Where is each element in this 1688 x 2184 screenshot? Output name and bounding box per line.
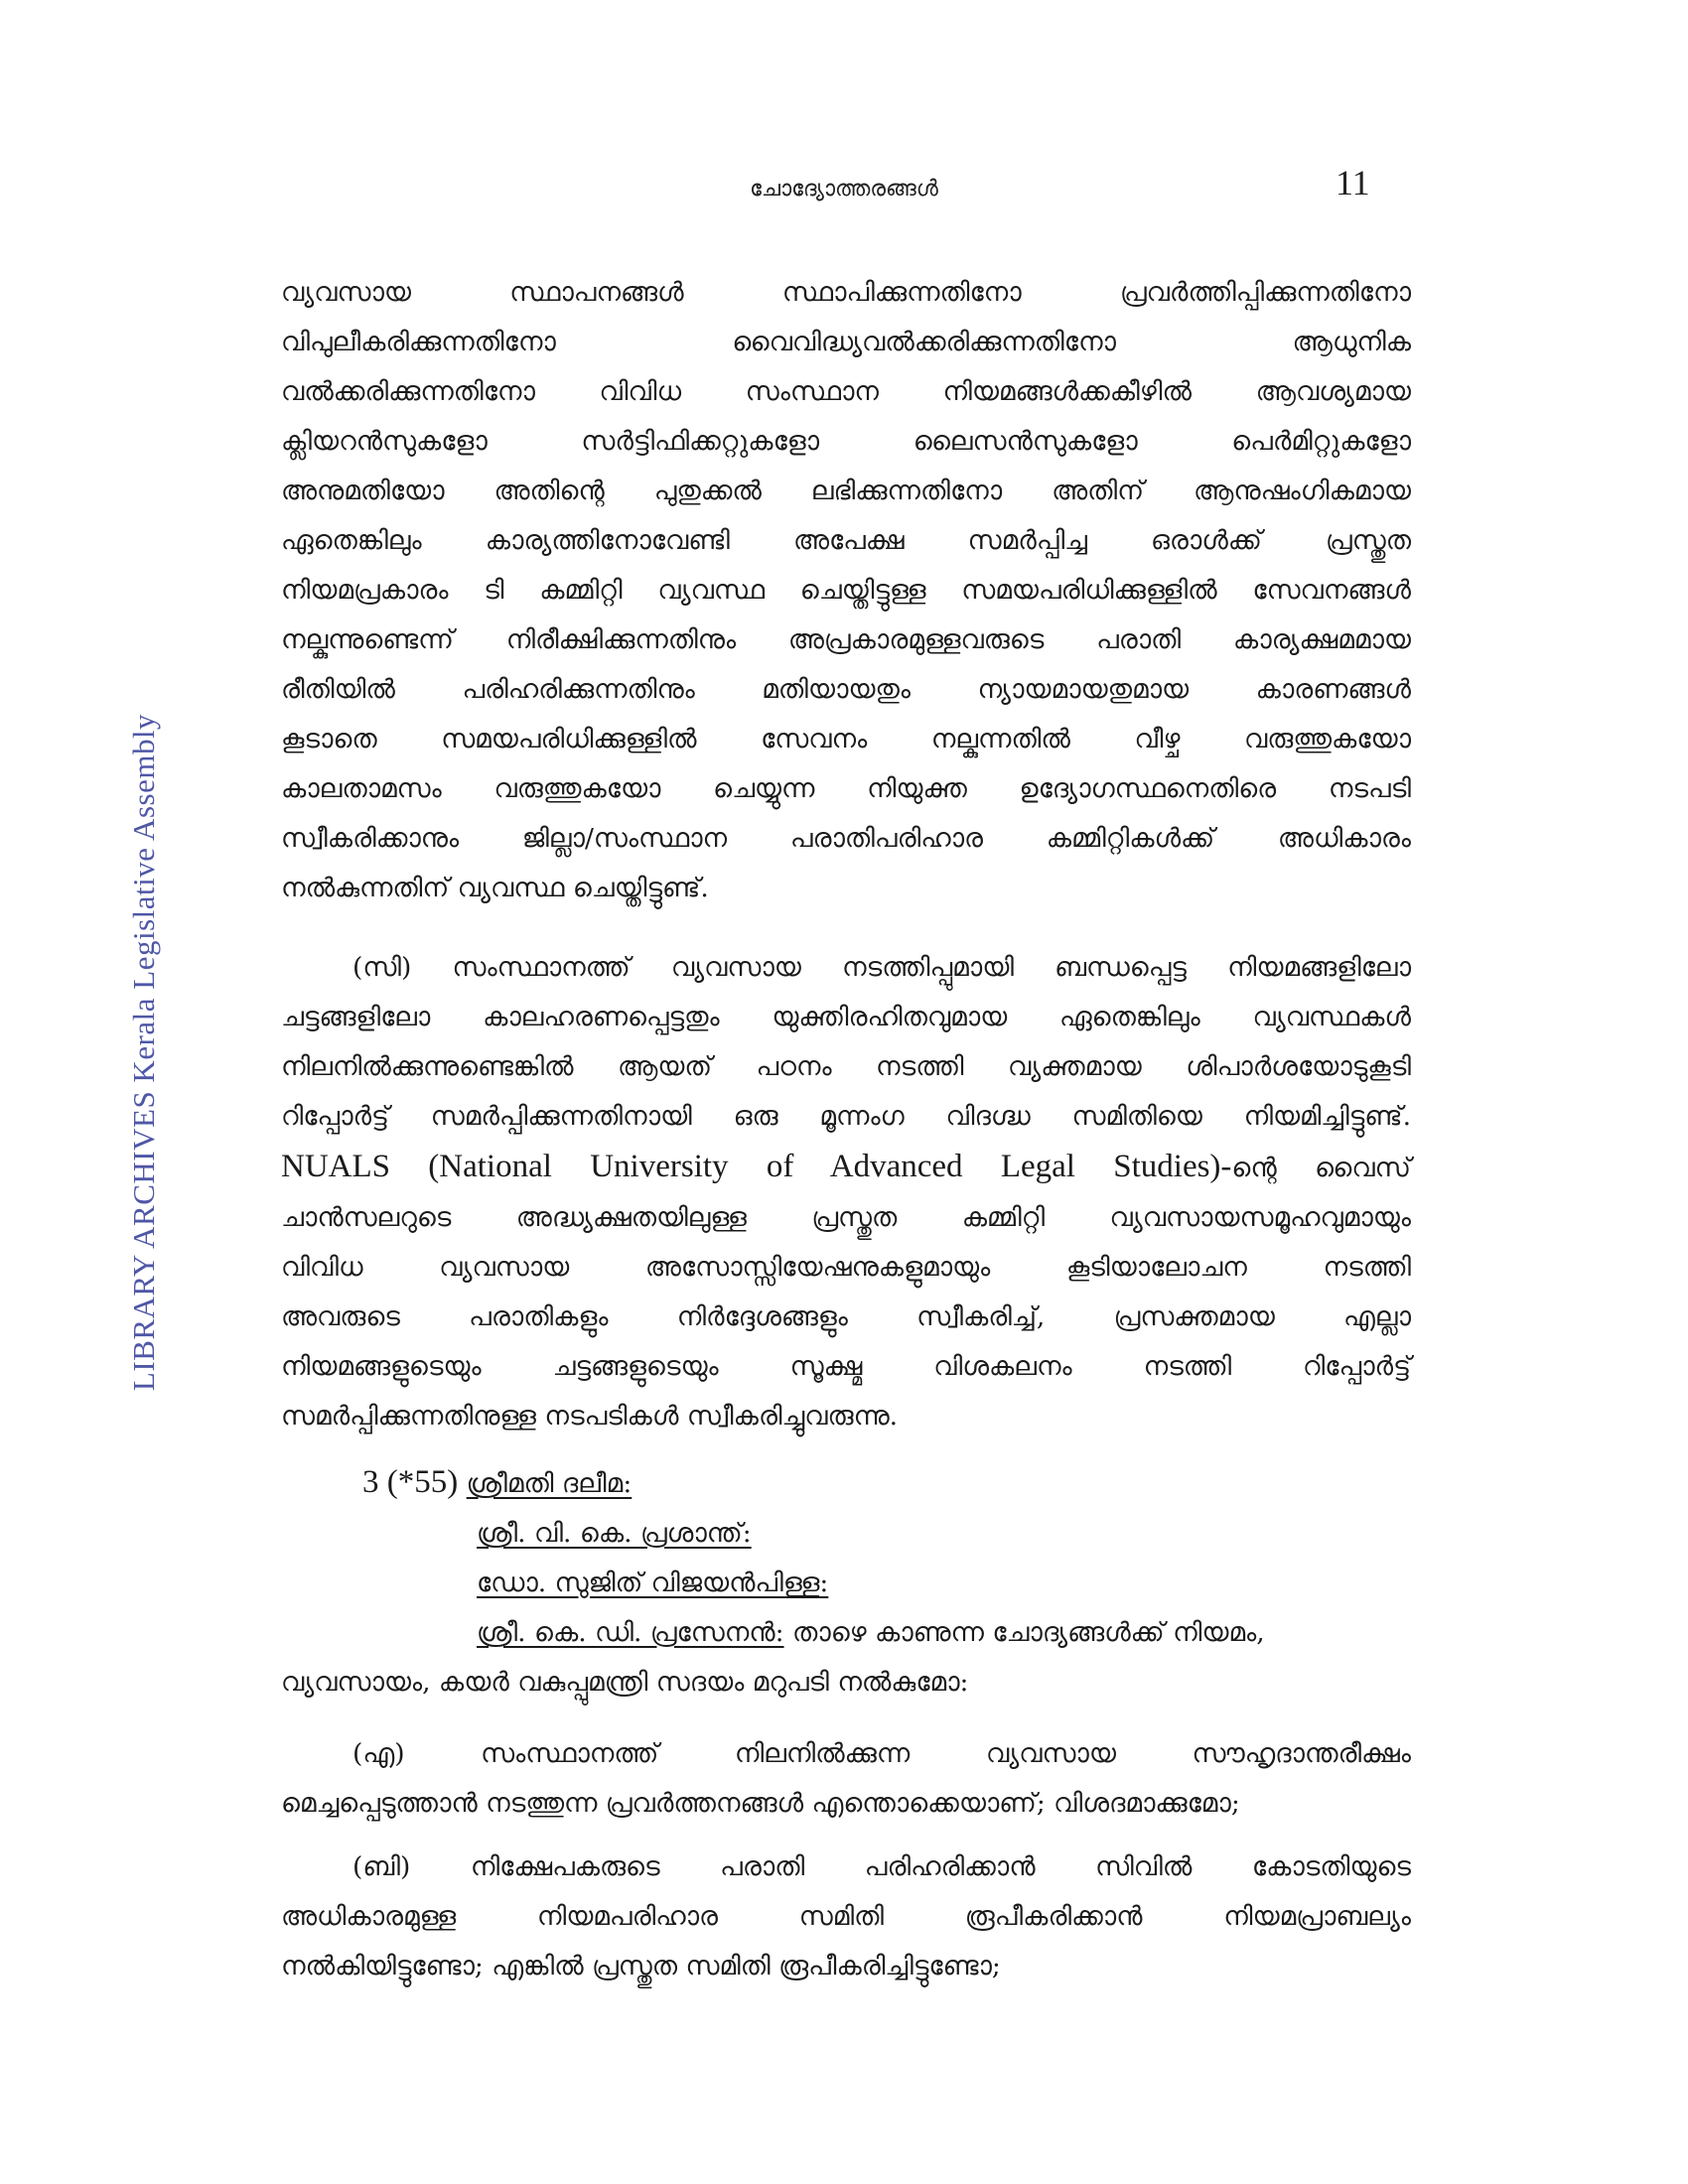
question-block [281, 1457, 1411, 1991]
text-line [281, 1142, 1411, 1193]
text-line: നല്കുന്നുണ്ടെന്ന് നിരീക്ഷിക്കുന്നതിനും അപ്രകാരമുള്ളവരുടെ പരാതി കാര്യക്ഷമമായ [281, 624, 1411, 655]
page-number: 11 [1336, 163, 1370, 203]
answer-paragraph-b-continued [281, 268, 1411, 913]
text-line: (സി) സംസ്ഥാനത്ത് വ്യവസായ നടത്തിപ്പുമായി ബന്ധപ്പെട്ട നിയമങ്ങളിലോ [352, 952, 1411, 983]
member-name: ഡോ. സുജിത് വിജയൻപിള്ള: [477, 1568, 829, 1598]
question-intro-line: വ്യവസായം, കയർ വകുപ്പുമന്ത്രി സദയം മറുപടി നൽകുമോ: [281, 1667, 969, 1698]
text-line: കൂടാതെ സമയപരിധിക്കുള്ളിൽ സേവനം നല്കുന്നതിൽ വീഴ്ച വരുത്തുകയോ [281, 724, 1411, 754]
member-name: ശ്രീമതി ദലീമ: [466, 1468, 633, 1499]
text-line: റിപ്പോർട്ട് സമർപ്പിക്കുന്നതിനായി ഒരു മൂന്നംഗ വിദഗ്ദ്ധ സമിതിയെ നിയമിച്ചിട്ടുണ്ട്. [281, 1101, 1411, 1132]
running-title: ചോദ്യോത്തരങ്ങൾ [750, 177, 938, 202]
question-number-line [281, 1457, 1411, 1509]
text-line: രീതിയിൽ പരിഹരിക്കുന്നതിനും മതിയായതും ന്യായമായതുമായ കാരണങ്ങൾ [281, 674, 1411, 705]
text-line: അവരുടെ പരാതികളും നിർദ്ദേശങ്ങളും സ്വീകരിച്ച്, പ്രസക്തമായ എല്ലാ [281, 1301, 1411, 1332]
question-number: 3 (*55) [362, 1464, 459, 1500]
text-line: ഏതെങ്കിലും കാര്യത്തിനോവേണ്ടി അപേക്ഷ സമർപ്പിച്ച ഒരാൾക്ക് പ്രസ്തുത [281, 525, 1411, 556]
member-line [281, 1509, 1411, 1559]
nuals-name: NUALS (National University of Advanced Legal Studies)- [281, 1149, 1232, 1184]
text-line: സമർപ്പിക്കുന്നതിനുള്ള നടപടികൾ സ്വീകരിച്ചുവരുന്നു. [281, 1401, 899, 1432]
member-name: ശ്രീ. കെ. ഡി. പ്രസേനൻ: [477, 1617, 784, 1648]
text-line: നൽകുന്നതിന് വ്യവസ്ഥ ചെയ്തിട്ടുണ്ട്. [281, 873, 709, 903]
page-body [281, 268, 1411, 1991]
question-item-b-cont: അധികാരമുള്ള നിയമപരിഹാര സമിതി രൂപീകരിക്കാൻ നിയമപ്രാബല്യം [281, 1901, 1411, 1932]
text-line: നിയമങ്ങളുടെയും ചട്ടങ്ങളുടെയും സൂക്ഷ്മ വിശകലനം നടത്തി റിപ്പോർട്ട് [281, 1351, 1411, 1382]
question-intro: താഴെ കാണുന്ന ചോദ്യങ്ങൾക്ക് നിയമം, [792, 1617, 1265, 1648]
question-item-b: (ബി) നിക്ഷേപകരുടെ പരാതി പരിഹരിക്കാൻ സിവിൽ കോടതിയുടെ [352, 1851, 1411, 1882]
text-line: ചട്ടങ്ങളിലോ കാലഹരണപ്പെട്ടതും യുക്തിരഹിതവുമായ ഏതെങ്കിലും വ്യവസ്ഥകൾ [281, 1002, 1411, 1032]
text-line: ചാൻസലറുടെ അദ്ധ്യക്ഷതയിലുള്ള പ്രസ്തുത കമ്മിറ്റി വ്യവസായസമൂഹവുമായും [281, 1202, 1411, 1233]
archive-watermark: LIBRARY ARCHIVES Kerala Legislative Assembly [126, 713, 161, 1392]
text-line: ക്ലിയറൻസുകളോ സർട്ടിഫിക്കറ്റുകളോ ലൈസൻസുകളോ പെർമിറ്റുകളോ [281, 426, 1411, 457]
question-item-a: (എ) സംസ്ഥാനത്ത് നിലനിൽക്കുന്ന വ്യവസായ സൗഹൃദാന്തരീക്ഷം [352, 1738, 1411, 1769]
text-line: വൽക്കരിക്കുന്നതിനോ വിവിധ സംസ്ഥാന നിയമങ്ങൾക്കകീഴിൽ ആവശ്യമായ [281, 376, 1411, 407]
text-line: വിപുലീകരിക്കുന്നതിനോ വൈവിദ്ധ്യവൽക്കരിക്കുന്നതിനോ ആധുനിക [281, 327, 1411, 357]
text-line: നിലനിൽക്കുന്നുണ്ടെങ്കിൽ ആയത് പഠനം നടത്തി വ്യക്തമായ ശിപാർശയോടുകൂടി [281, 1051, 1411, 1082]
question-item-b-cont: നൽകിയിട്ടുണ്ടോ; എങ്കിൽ പ്രസ്തുത സമിതി രൂപീകരിച്ചിട്ടുണ്ടോ; [281, 1951, 1001, 1981]
text-line: സ്വീകരിക്കാനും ജില്ലാ/സംസ്ഥാന പരാതിപരിഹാര കമ്മിറ്റികൾക്ക് അധികാരം [281, 823, 1411, 854]
answer-paragraph-c [281, 943, 1411, 1441]
nuals-suffix: ന്റെ വൈസ് [1231, 1153, 1411, 1183]
text-line: വ്യവസായ സ്ഥാപനങ്ങൾ സ്ഥാപിക്കുന്നതിനോ പ്രവർത്തിപ്പിക്കുന്നതിനോ [281, 277, 1411, 308]
member-line [281, 1559, 1411, 1608]
text-line: അനുമതിയോ അതിന്റെ പുതുക്കൽ ലഭിക്കുന്നതിനോ അതിന് ആനുഷംഗികമായ [281, 476, 1411, 506]
member-name: ശ്രീ. വി. കെ. പ്രശാന്ത്: [477, 1518, 752, 1549]
text-line: വിവിധ വ്യവസായ അസോസ്സിയേഷനുകളുമായും കൂടിയാലോചന നടത്തി [281, 1252, 1411, 1283]
member-line [281, 1608, 1411, 1658]
text-line: കാലതാമസം വരുത്തുകയോ ചെയ്യുന്ന നിയുക്ത ഉദ്യോഗസ്ഥനെതിരെ നടപടി [281, 773, 1411, 804]
text-line: നിയമപ്രകാരം ടി കമ്മിറ്റി വ്യവസ്ഥ ചെയ്തിട്ടുള്ള സമയപരിധിക്കുള്ളിൽ സേവനങ്ങൾ [281, 575, 1411, 606]
question-item-a-cont: മെച്ചപ്പെടുത്താൻ നടത്തുന്ന പ്രവർത്തനങ്ങൾ എന്തൊക്കെയാണ്; വിശദമാക്കുമോ; [281, 1788, 1240, 1819]
